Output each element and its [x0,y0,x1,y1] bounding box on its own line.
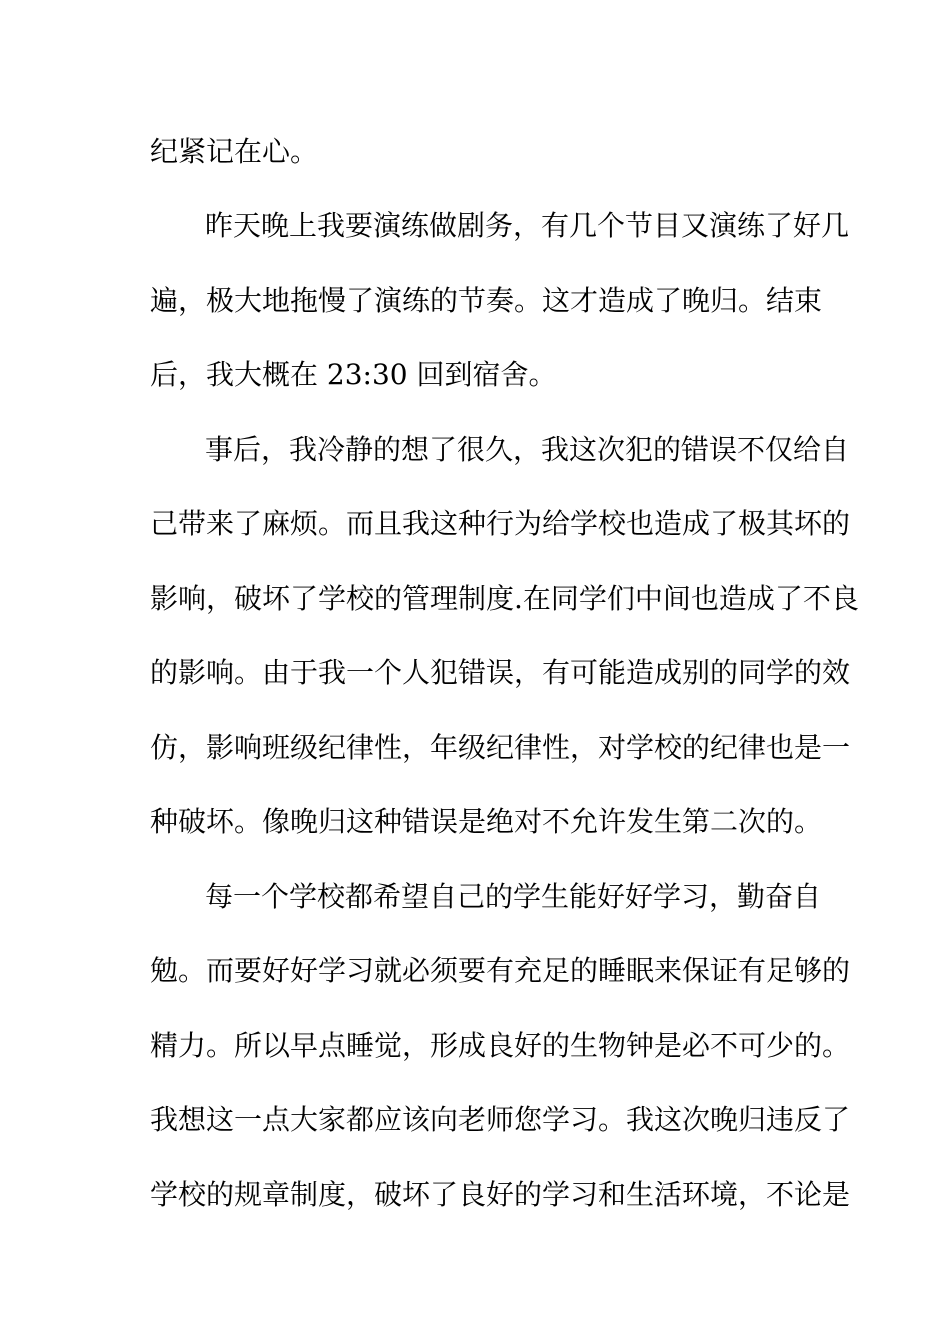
text-line-4: 后，我大概在 23:30 回到宿舍。 [150,358,557,391]
text-line-5: 事后，我冷静的想了很久，我这次犯的错误不仅给自 [205,433,850,466]
text-line-6: 己带来了麻烦。而且我这种行为给学校也造成了极其坏的 [150,507,851,540]
text-line-14: 我想这一点大家都应该向老师您学习。我这次晚归违反了 [150,1103,851,1136]
text-line-13: 精力。所以早点睡觉，形成良好的生物钟是必不可少的。 [150,1029,851,1062]
text-line-8: 的影响。由于我一个人犯错误，有可能造成别的同学的效 [150,656,851,689]
text-line-10: 种破坏。像晚归这种错误是绝对不允许发生第二次的。 [150,805,823,838]
text-line-15: 学校的规章制度，破坏了良好的学习和生活环境，不论是 [150,1178,851,1211]
text-line-12: 勉。而要好好学习就必须要有充足的睡眠来保证有足够的 [150,954,851,987]
text-line-11: 每一个学校都希望自己的学生能好好学习，勤奋自 [205,880,822,913]
text-line-3: 遍，极大地拖慢了演练的节奏。这才造成了晚归。结束 [150,284,823,317]
text-line-9: 仿，影响班级纪律性，年级纪律性，对学校的纪律也是一 [150,731,851,764]
text-line-2: 昨天晚上我要演练做剧务，有几个节目又演练了好几 [205,209,850,242]
text-line-7: 影响，破坏了学校的管理制度.在同学们中间也造成了不良 [150,582,859,615]
text-line-1: 纪紧记在心。 [150,135,319,168]
